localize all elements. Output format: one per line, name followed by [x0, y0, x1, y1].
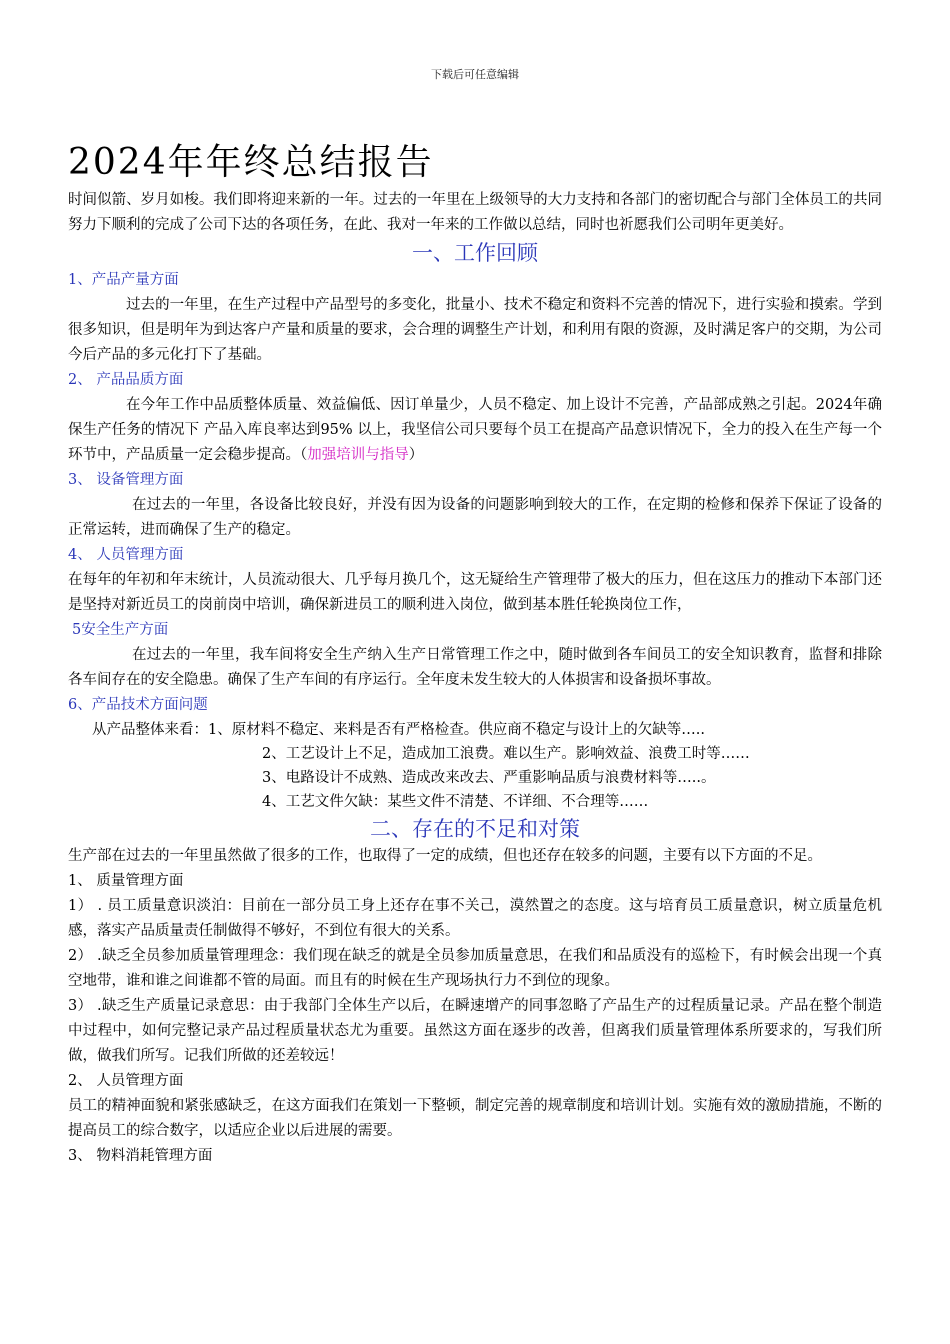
section-shortcomings-title: 二、存在的不足和对策 — [370, 817, 580, 841]
tech-problem-line: 从产品整体来看：1、原材料不稳定、来料是否有严格检查。供应商不稳定与设计上的欠缺等….. — [92, 722, 705, 738]
heading-technology: 6、产品技术方面问题 — [68, 697, 208, 713]
tech-problem-line: 3、电路设计不成熟、造成改来改去、严重影响品质与浪费材料等…..。 — [262, 770, 716, 786]
heading-quality-management: 1、 质量管理方面 — [68, 873, 184, 889]
paragraph-output: 过去的一年里，在生产过程中产品型号的多变化，批量小、技术不稳定和资料不完善的情况下，进行实验和摸索。学到很多知识，但是明年为到达客户产量和质量的要求，会合理的调整生产计划，和利用有限的资源，及时满足客户的交期，为公司今后产品的多元化打下了基础。 — [68, 297, 882, 363]
page-header-note: 下载后可任意编辑 — [431, 68, 519, 81]
heading-equipment: 3、 设备管理方面 — [68, 472, 184, 488]
section-work-review-title: 一、工作回顾 — [412, 241, 538, 265]
quality-issue-item: 2） .缺乏全员参加质量管理理念：我们现在缺乏的就是全员参加质量意思，在我们和品质没有的巡检下，有时候会出现一个真空地带，谁和谁之间谁都不管的局面。而且有的时候在生产现场执行力不到位的现象。 — [68, 948, 882, 989]
document-body — [68, 140, 882, 1169]
heading-personnel-management: 2、 人员管理方面 — [68, 1073, 184, 1089]
heading-material-consumption: 3、 物料消耗管理方面 — [68, 1148, 213, 1164]
heading-quality: 2、 产品品质方面 — [68, 372, 184, 388]
quality-issue-item: 1） . 员工质量意识淡泊：目前在一部分员工身上还存在事不关己，漠然置之的态度。这与培育员工质量意识，树立质量危机感，落实产品质量责任制做得不够好，不到位有很大的关系。 — [68, 898, 882, 939]
quality-body-text: 在今年工作中品质整体质量、效益偏低、因订单量少，人员不稳定、加上设计不完善，产品部成熟之引起。2024年确保生产任务的情况下 产品入库良率达到95% 以上，我坚信公司只要每个员工在提高产品意识情况下，全力的投入在生产每一个环节中，产品质量一定会稳步提高。（ — [68, 397, 882, 463]
page-title: 2024年年终总结报告 — [68, 142, 434, 183]
paragraph-safety: 在过去的一年里，我车间将安全生产纳入生产日常管理工作之中，随时做到各车间员工的安全知识教育，监督和排除各车间存在的安全隐患。确保了生产车间的有序运行。全年度未发生较大的人体损害和设备损坏事故。 — [68, 647, 882, 688]
intro-paragraph: 时间似箭、岁月如梭。我们即将迎来新的一年。过去的一年里在上级领导的大力支持和各部门的密切配合与部门全体员工的共同努力下顺利的完成了公司下达的各项任务，在此、我对一年来的工作做以总结，同时也祈愿我们公司明年更美好。 — [68, 192, 882, 233]
quality-highlight: 加强培训与指导 — [307, 447, 409, 463]
heading-output: 1、产品产量方面 — [68, 272, 179, 288]
heading-safety: 5安全生产方面 — [72, 622, 169, 638]
paragraph-equipment: 在过去的一年里，各设备比较良好，并没有因为设备的问题影响到较大的工作，在定期的检修和保养下保证了设备的正常运转，进而确保了生产的稳定。 — [68, 497, 882, 538]
heading-personnel: 4、 人员管理方面 — [68, 547, 184, 563]
tech-problem-line: 2、工艺设计上不足，造成加工浪费。难以生产。影响效益、浪费工时等…… — [262, 746, 750, 762]
tech-problem-line: 4、工艺文件欠缺：某些文件不清楚、不详细、不合理等…… — [262, 794, 649, 810]
paragraph-quality — [68, 393, 882, 468]
quality-tail: ） — [408, 447, 424, 463]
quality-issue-item: 3） .缺乏生产质量记录意思：由于我部门全体生产以后，在瞬速增产的同事忽略了产品生产的过程质量记录。产品在整个制造中过程中，如何完整记录产品过程质量状态尤为重要。虽然这方面在逐步的改善，但离我们质量管理体系所要求的，写我们所做，做我们所写。记我们所做的还差较远！ — [68, 998, 882, 1064]
shortcomings-intro: 生产部在过去的一年里虽然做了很多的工作，也取得了一定的成绩，但也还存在较多的问题，主要有以下方面的不足。 — [68, 848, 822, 864]
paragraph-personnel-management: 员工的精神面貌和紧张感缺乏，在这方面我们在策划一下整顿，制定完善的规章制度和培训计划。实施有效的激励措施，不断的提高员工的综合数字，以适应企业以后进展的需要。 — [68, 1098, 882, 1139]
paragraph-personnel: 在每年的年初和年末统计，人员流动很大、几乎每月换几个，这无疑给生产管理带了极大的压力，但在这压力的推动下本部门还是坚持对新近员工的岗前岗中培训，确保新进员工的顺利进入岗位，做到基本胜任轮换岗位工作， — [68, 572, 882, 613]
